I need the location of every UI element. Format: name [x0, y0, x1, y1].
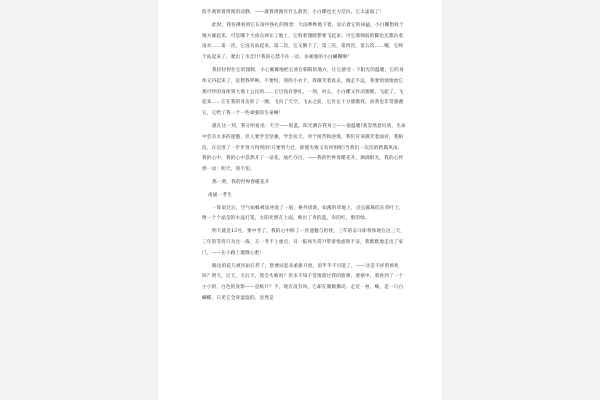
paragraph-2: 此时，我仿佛看到它在雨中挣扎的情景：大雨哗哗地下着，显示着它的凶猛，小白蝶想找个地方躲起来，可是哪个大雨点掉在了地上，它料着翅膀想要飞起来；可它那细弱的脚也还都沾着雨水……第一次，它没有站起来，第二次，它又倒下了，第三次，第四次，第五次……哦，它终于站起来了，爬出了水洼!!!我的心禁不住一动，多顽强的小白蝴蝶啊！ [202, 22, 404, 61]
document-body [202, 8, 406, 307]
paragraph-3: 我轻轻捏住它的翅膀，小心翼翼地把它放在朝阳的地方，让它感受一下阳光的温暖，它的身体又抖起来了，是想我呼唤，不要怕，我的小衣卡，我微笑着真去，细走不远，我要悄悄地放它那可怜的身体到大地上公民的……它过没有挣扎，一刻，衬么，小白蝶又抖动翅膀，飞起了，飞起来……它在我的身边转了一圈，飞向了天空。飞去之前，它肯定十分感激我，而我也非常感谢它，它给了我一个一些顽强的生命啊！ [202, 67, 404, 117]
paragraph-5: 一阵雨过后，空气如蜂被雨冲洗了一般，格外清新，如薄的草地上，点点露珠挂在草叶上，像一个个晶莹的水晶灯笼，太阳光照在上面，映出了青的蓝，赤的红，紫的绿。 [202, 205, 404, 222]
essay-author: 南通一考生 [208, 192, 232, 198]
paragraph-4: 就在这一刻，我分明看见：天空——很蓝，阳光洒在我身上——很温暖!我忽然意识到，生命中会有太多的遗憾，但人要学会坚强，学会抗天，对于困苦和逆境，我们应该微笑着面对，我相信，在迈进了一步步努力得到的!只要努力过，即使失败又有何惧呢!当我们一次次的跨越风雨，我的心中，我的心中忽然开了一朵花，灿烂夺目。——我的世界春暖花开，洒满阳光。我的心怦然一动：明天，我不怕。 [202, 123, 406, 173]
essay-title: 那一刻，我的世界春暖花开 [212, 179, 270, 185]
paragraph-7: 路边的花儿被风雨打折了，想要站起来重新开放，似乎乎不可能了，——这是不祥的预兆吗？明天，后天，大后天，我会失败吗？但水不知不觉地游过我的脸颊，迷蒙中，我看到了一个小小的，白色的身影——是纸片？不，现在没有风，它却在微微挪动，走近一看，嗬，是一只白蝴蝶，只见它全身湿湿的，显然是 [202, 263, 404, 301]
paragraph-6: 明天就是13号，要中考了，我的心中除了一丝遗憾与担忧，三年的奋斗即将体现在这三天，三年的等待只为这一战，万一考不上重点，耳一临场失常?!带着忧虑和不安，我默默地走出了家门，——在小路上散散心吧！ [202, 229, 406, 256]
document-page [158, 0, 442, 400]
paragraph-1: 似乎观察着周围的动静，——就算周围有什么敌害，小白蝶也无力反抗。它太虚弱了！ [202, 10, 385, 15]
